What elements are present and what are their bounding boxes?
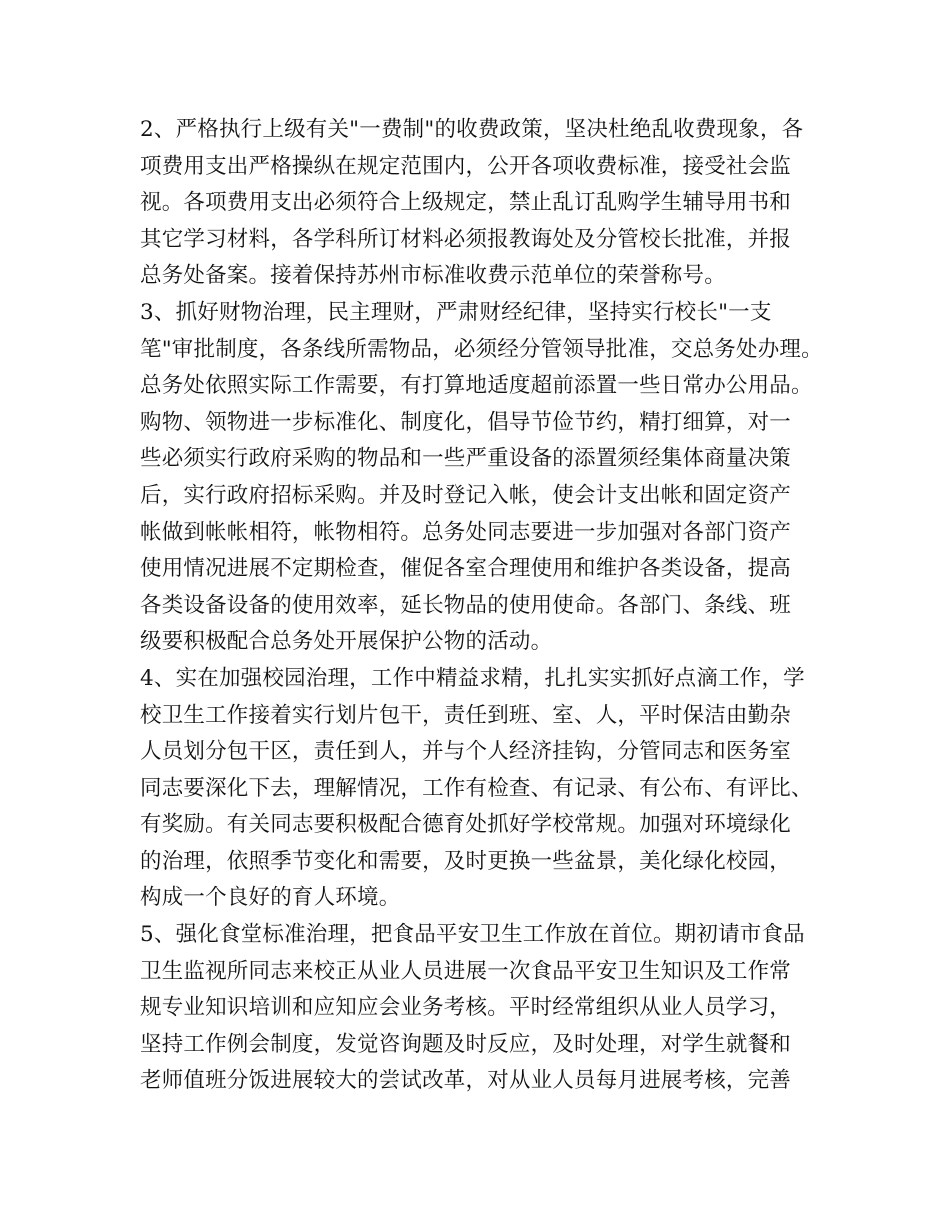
- text-line: 的治理，依照季节变化和需要，及时更换一些盆景，美化绿化校园，: [140, 848, 792, 874]
- text-line: 老师值班分饭进展较大的尝试改革，对从业人员每月进展考核，完善: [140, 1068, 792, 1094]
- text-line: 校卫生工作接着实行划片包干，责任到班、室、人，平时保洁由勤杂: [140, 702, 792, 728]
- text-line: 卫生监视所同志来校正从业人员进展一次食品平安卫生知识及工作常: [140, 958, 792, 984]
- text-line: 视。各项费用支出必须符合上级规定，禁止乱订乱购学生辅导用书和: [140, 190, 792, 216]
- text-line: 各类设备设备的使用效率，延长物品的使用使命。各部门、条线、班: [140, 592, 792, 618]
- text-line: 使用情况进展不定期检查，催促各室合理使用和维护各类设备，提高: [140, 556, 792, 582]
- text-line: 构成一个良好的育人环境。: [140, 885, 401, 911]
- text-line: 帐做到帐帐相符，帐物相符。总务处同志要进一步加强对各部门资产: [140, 519, 792, 545]
- text-line: 总务处依照实际工作需要，有打算地适度超前添置一些日常办公用品。: [140, 373, 813, 399]
- text-line: 5、强化食堂标准治理，把食品平安卫生工作放在首位。期初请市食品: [140, 922, 805, 948]
- text-line: 有奖励。有关同志要积极配合德育处抓好学校常规。加强对环境绿化: [140, 812, 792, 838]
- text-line: 同志要深化下去，理解情况，工作有检查、有记录、有公布、有评比、: [140, 775, 813, 801]
- text-line: 项费用支出严格操纵在规定范围内，公开各项收费标准，接受社会监: [140, 153, 792, 179]
- text-line: 笔"审批制度，各条线所需物品，必须经分管领导批准，交总务处办理。: [140, 336, 823, 362]
- text-line: 3、抓好财物治理，民主理财，严肃财经纪律，坚持实行校长"一支: [140, 299, 772, 325]
- text-line: 后，实行政府招标采购。并及时登记入帐，使会计支出帐和固定资产: [140, 482, 792, 508]
- text-line: 其它学习材料，各学科所订材料必须报教诲处及分管校长批准，并报: [140, 226, 792, 252]
- text-line: 购物、领物进一步标准化、制度化，倡导节俭节约，精打细算，对一: [140, 409, 792, 435]
- document-body: [140, 112, 823, 1100]
- text-line: 2、严格执行上级有关"一费制"的收费政策，坚决杜绝乱收费现象，各: [140, 117, 804, 142]
- text-line: 人员划分包干区，责任到人，并与个人经济挂钩，分管同志和医务室: [140, 739, 792, 765]
- text-line: 4、实在加强校园治理，工作中精益求精，扎扎实实抓好点滴工作，学: [140, 665, 805, 691]
- text-line: 规专业知识培训和应知应会业务考核。平时经常组织从业人员学习，: [140, 995, 792, 1021]
- text-line: 些必须实行政府采购的物品和一些严重设备的添置须经集体商量决策: [140, 446, 792, 472]
- text-line: 总务处备案。接着保持苏州市标准收费示范单位的荣誉称号。: [140, 263, 726, 289]
- text-line: 级要积极配合总务处开展保护公物的活动。: [140, 629, 553, 655]
- text-line: 坚持工作例会制度，发觉咨询题及时反应，及时处理，对学生就餐和: [140, 1031, 792, 1057]
